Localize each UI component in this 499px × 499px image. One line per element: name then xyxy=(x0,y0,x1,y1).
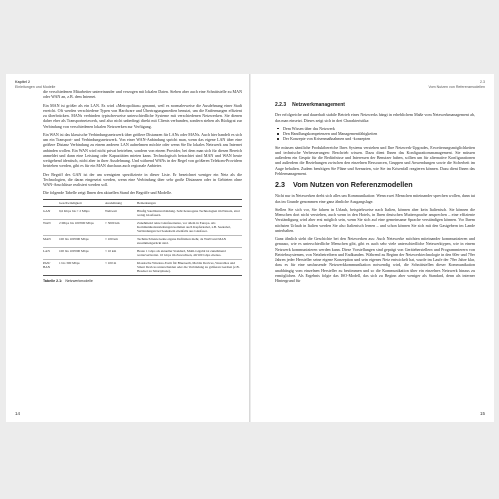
table-row xyxy=(43,235,242,247)
table-row xyxy=(43,219,242,235)
network-notes: Heute 1 Gbps als aktueller Standard, Multi-Gigabit ist zunehmend weiterverbreitet. 10 Gbps im Zuwachsen, 40/100 Gbps ebenso. xyxy=(137,249,226,258)
left-page xyxy=(6,74,249,422)
network-range: < 10 km xyxy=(105,249,117,254)
network-speed: 9,6 Kbps bis > 2 Mbps xyxy=(59,208,90,213)
paragraph: Ganz ähnlich sieht die Geschichte bei den Netzwerken aus: Auch Netzwerke möchten miteinander kommunizieren und genauso, wie es unterschiedliche Menschen gibt, gibt es auch sehr viele unterschiedliche Netzwerktypen, wie in einem Netzwerk kommunizieren werden kann. Diese Vorstellungen sind geprägt von Geräteherstellern und Programmierern von Betriebssystemen, von Netzbetreibern und Endkunden. Während zu Beginn der Netzwerktechnologie in den 60er und 70er Jahren jeder Hersteller seine eigene Konzeption und sein eigenes Netz entwickelt hat, wurde im Laufe der 70er Jahre klar, dass es für eine umfassende Netzwerkkommunikation notwendig wird, die Schnittstellen dieser Kommunikation unabhängig vom einzelnen Hersteller zu bestimmen und so die Kommunikation über ein einzelnes Netzwerk hinaus zu ermöglichen. Als Ergebnis folgte das ISO-Modell, das sich zu Beginn aber weniger als Standard, denn als interner Hintergrund für xyxy=(275,236,475,283)
right-page xyxy=(251,74,494,422)
network-type: MAN xyxy=(43,237,51,242)
left-body-text xyxy=(43,89,242,284)
table-row xyxy=(43,247,242,259)
chapter-label: Kapitel 2 xyxy=(15,80,30,84)
network-speed: 2 Mbps bis 100'000 Mbps xyxy=(59,220,94,225)
paragraph: Der erfolgreiche und dauerhaft stabile Betrieb eines Netzwerks hängt in erheblichem Maße vom Netzwerkmanagement ab, das man einsetzt. Dieses zeigt sich in drei Charakteristika: xyxy=(275,112,475,123)
section-title: Netzwerkmanagement xyxy=(292,102,345,108)
paragraph: Der Begriff des GAN ist der am wenigsten spezifizierte in dieser Liste. Er bezeichnet weniger ein Netz als die Technologien, die daran eingesetzt werden, wenn eine Verbindung über sehr große Distanzen oder in Gebieten ohne WAN-Anschlüsse realisiert werden soll. xyxy=(43,171,242,187)
list-item: Den Handlungskompetenzen und Managementfähigkeiten xyxy=(283,131,475,136)
list-item: Der Konzepte von Krisenmaßnahmen und -konzepten xyxy=(283,136,475,141)
right-body-text xyxy=(275,103,475,286)
table-header-cell: Ausdehnung xyxy=(105,199,137,207)
network-notes: Klassische Wireless-Form für Bluetooth, Mobile Devices, Wearables und Smart Devices unterscheiden oder die Verbindung zu größeren Geräten (z.B. Headset zu Smartphone). xyxy=(137,261,240,274)
network-range: ≈ 100 km xyxy=(105,237,118,242)
section-running-title: Vom Nutzen von Referenzmodellen xyxy=(428,84,485,89)
network-type: LAN xyxy=(43,249,50,254)
caption-label: Tabelle 2.1: xyxy=(43,279,63,284)
network-type: GAN xyxy=(43,208,51,213)
network-type: PAN/ BAN xyxy=(43,261,51,270)
table-header-row xyxy=(43,199,242,207)
section-heading-2-3 xyxy=(275,182,475,187)
table-header-cell xyxy=(43,199,59,207)
table-row xyxy=(43,207,242,219)
page-number-left: 14 xyxy=(15,411,21,416)
page-number-right: 15 xyxy=(479,411,485,416)
network-notes: Technisch heute keine eigene Definition mehr, da WAN und MAN zusammengerückt sind. xyxy=(137,237,227,246)
paragraph: Nicht nur in Netzwerken dreht sich alles um Kommunikation: Wenn zwei Menschen miteinander sprechen wollen, dann tut das im Grunde genommen eine ganz ähnliche Ausgangslage. xyxy=(275,193,475,204)
network-models-table xyxy=(43,199,242,277)
list-item: Dem Wissen über das Netzwerk xyxy=(283,126,475,131)
network-speed: 100 bis 100'000 Mbps xyxy=(59,237,89,242)
network-range: Weltweit xyxy=(105,208,117,213)
network-notes: Zunehmend reine Glasfasernetze, vor allem in Europa. Als Kommunikationsleitungen kommen auch Kupferkabel, z.B. Seekabel, Verbindungen bei Seekabeln ebenfalls aus Glasfaser. xyxy=(137,220,231,234)
section-number: 2.3 xyxy=(275,180,285,189)
network-notes: Häufig Satellitenverbindung. Sehr heterogene Technologien im Einsatz, sind wenig Glasfasern. xyxy=(137,208,240,217)
table-caption xyxy=(43,279,242,284)
paragraph: die verschiedenen Mitarbeiter untereinander und verzogen mit lokalen Daten. Sieben aber auch eine Schnittstelle zu MAN oder WAN an, z.B. dem Internet. xyxy=(43,89,242,100)
chapter-ref: 2.3 xyxy=(480,80,485,84)
running-head-right xyxy=(428,80,485,89)
network-range: < 100 m xyxy=(105,261,117,266)
paragraph: Sie müssen sämtliche Produktbereiche Ihres Systems verstehen und Ihre Netzwerk-Upgrades, Erweiterungsmöglichkeiten und technische Verbesserungen: Beschrieb wissen. Dazu dient Ihnen das Konfigurationsmanagement. Sie müssen außerdem ein Gespür für die Bedürfnisse und Interessen der Benutzer haben, sollten um für alternative Konfigurationen und außerdem die Beziehungen zwischen den einzelnen Ressourcen, Gruppen und Anwendungen sowie die Sicherheit im Auge behalten. Zudem benötigen Sie Pläne und Szenarien, wie Sie im Krisenfall reagieren können. Dazu dient Ihnen das Fehlermanagement. xyxy=(275,144,475,176)
network-type: WAN xyxy=(43,220,51,225)
network-range: > 5000 km xyxy=(105,220,120,225)
chapter-title: Einleitungen und Modelle xyxy=(15,84,56,89)
caption-text: Netzwerkmodelle xyxy=(65,279,93,284)
section-number: 2.2.3 xyxy=(275,102,287,108)
running-head-left xyxy=(15,80,55,89)
section-heading-2-2-3 xyxy=(275,103,475,108)
section-title: Vom Nutzen von Referenzmodellen xyxy=(293,180,413,189)
table-row xyxy=(43,259,242,275)
paragraph: Die folgende Tabelle zeigt Ihnen den aktuellen Stand der Begriffe und Modelle. xyxy=(43,190,173,196)
table-header-cell: Bemerkungen xyxy=(137,199,242,207)
table-header-cell: Geschwindigkeit xyxy=(59,199,105,207)
network-speed: 1 bis 300 Mbps xyxy=(59,261,80,266)
network-speed: 100 bis 100'000 Mbps xyxy=(59,249,89,254)
bullet-list xyxy=(275,126,475,142)
paragraph: Stellen Sie sich vor, Sie fahren in Urlaub, beispielsweise nach Italien, können aber kein Italienisch. Sie können die Menschen dort nicht verstehen, auch wenn in den Hotels, in Ihren deutschen Muttersprache ansprechen – eine effiziente Verständigung wird aber erst möglich sein, wenn Sie sich auf eine gemeinsame Sprache verständigen können. Vor Ihrem nächsten Urlaub in Italien werden Sie also Italienisch lernen – und schon können Sie sich mit den Gastgebern im Lande unterhalten. xyxy=(275,206,475,233)
paragraph: Ein WAN ist das klassische Verbindungsnetzwerk über größere Distanzen für LANs oder MANs. Auch hier handelt es sich um ein Transport- und Verbindungsnetzwerk. Von einer WAN-Anbindung spricht man, wenn das eigene LAN über eine größere Distanz Verbindung zu einem anderen LAN aufnehmen möchte oder wenn Sie Ihr lokales Netzwerk ans Internet anbinden wollen. Ein WAN wird nicht privat betrieben, sondern von einem Provider, bei dem man sich für diesen Bereich anmeldet und dann eine Leistung oder Kapazitäten mieten kann. Technologisch betrachtet sind MAN und WAN heute weitgehend identisch, nicht aber in ihrer Ausdehnung. Und während WANs in der Regel von größeren Telekom-Providern betrieben werden, gibt es für ein MAN durchaus auch regionale Anbieter. xyxy=(43,131,242,169)
paragraph: Ein MAN ist größer als ein LAN. Es wird »Metropolitan« genannt, weil es normalerweise die Ausdehnung einer Stadt erreicht. Oft werden verschiedene Typen von Hardware und Übertragungsmedien benutzt, um die Entfernungen effizient zu überbrücken. MANs verbinden typischerweise unterschiedliche Systeme mit verschiedenen Netzwerken. Sie dienen daher eher als Transportnetzwerk, und also nicht unbedingt direkt mit Clients verbunden, sondern stehen als Rückgrat zur Verbindung von verschiedenen lokalen Netzwerken zur Verfügung. xyxy=(43,102,242,129)
